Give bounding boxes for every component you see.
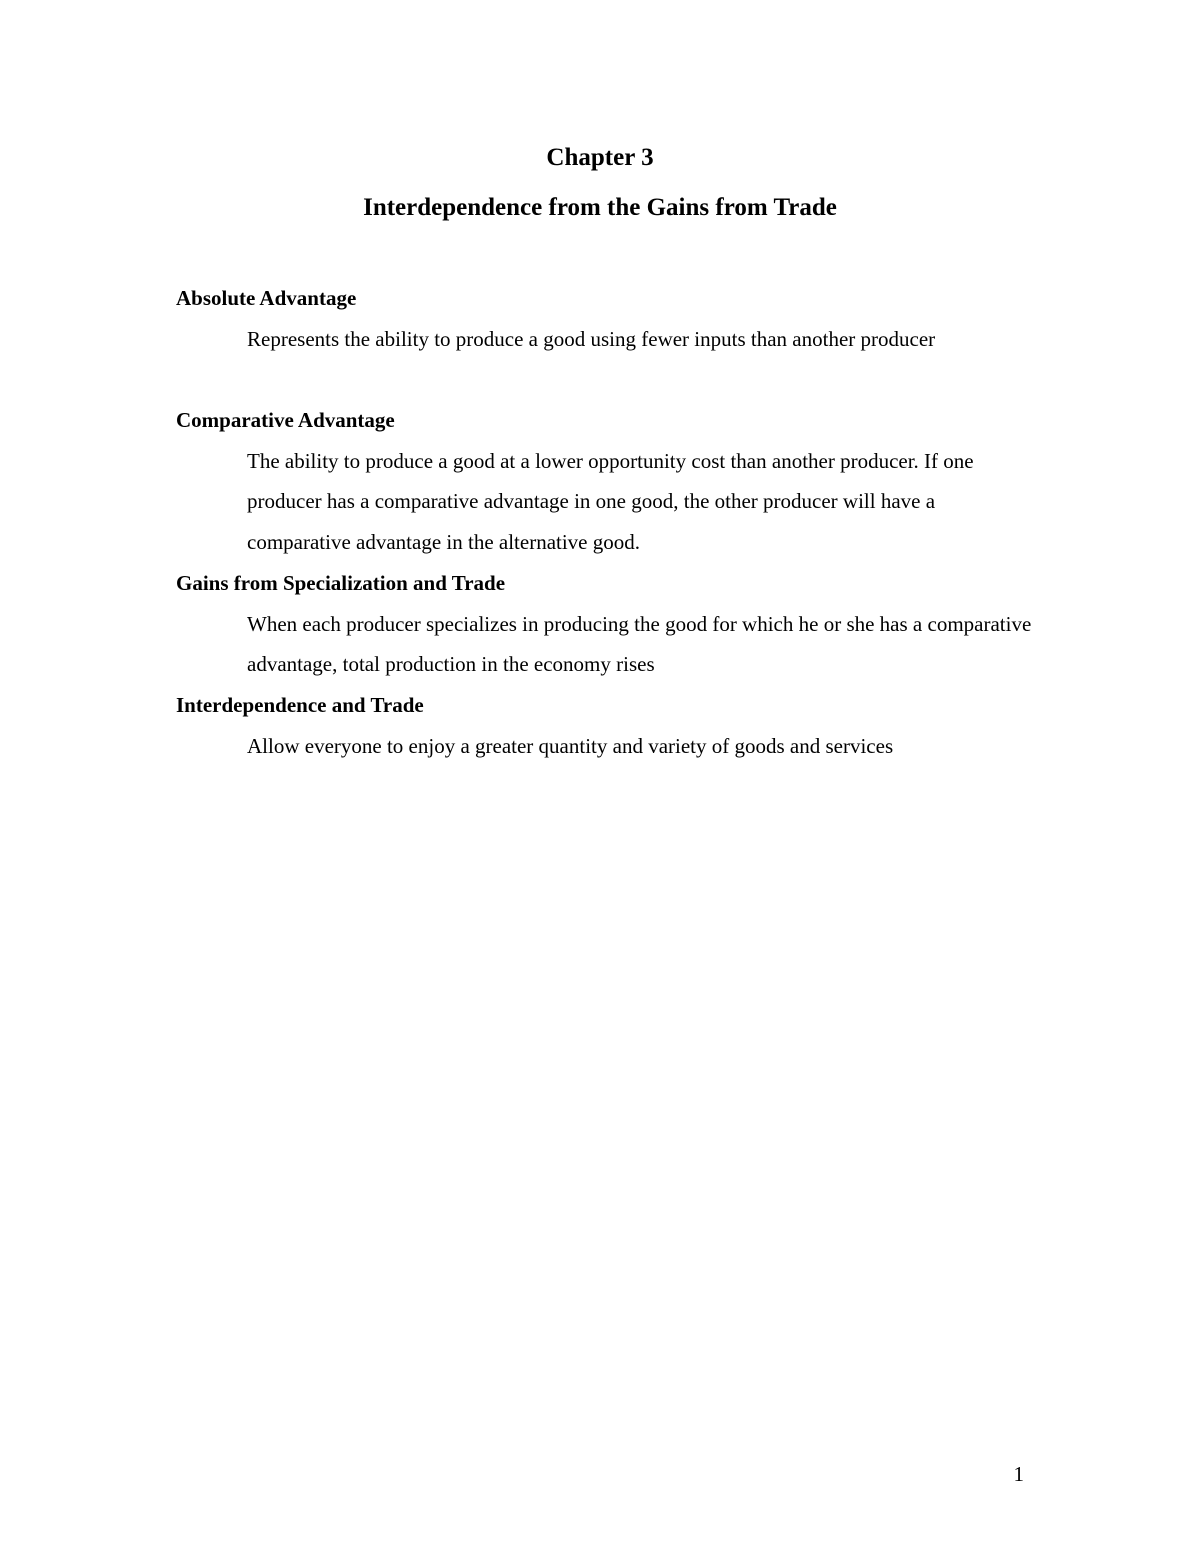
term-heading: Absolute Advantage: [176, 286, 357, 310]
term-heading: Gains from Specialization and Trade: [176, 571, 506, 595]
term-definition: The ability to produce a good at a lower opportunity cost than another producer. If one producer has a comparative advantage in one good, the other producer will have a comparative advantage in the alternative good.: [247, 448, 974, 555]
page-number: 1: [1013, 1462, 1024, 1486]
term-heading: Interdependence and Trade: [176, 693, 424, 717]
section-gains-from-specialization: [176, 563, 1036, 685]
term-definition: When each producer specializes in producing the good for which he or she has a comparative advantage, total production in the economy rises: [247, 611, 1032, 677]
term-definition: Represents the ability to produce a good using fewer inputs than another producer: [247, 326, 936, 351]
section-absolute-advantage: [176, 278, 1036, 359]
page-title: Interdependence from the Gains from Trade: [363, 194, 837, 221]
section-comparative-advantage: [176, 400, 1036, 563]
section-interdependence-and-trade: [176, 685, 1036, 766]
chapter-heading: Chapter 3: [546, 144, 654, 171]
term-definition: Allow everyone to enjoy a greater quantity and variety of goods and services: [247, 733, 894, 758]
term-heading: Comparative Advantage: [176, 408, 395, 432]
